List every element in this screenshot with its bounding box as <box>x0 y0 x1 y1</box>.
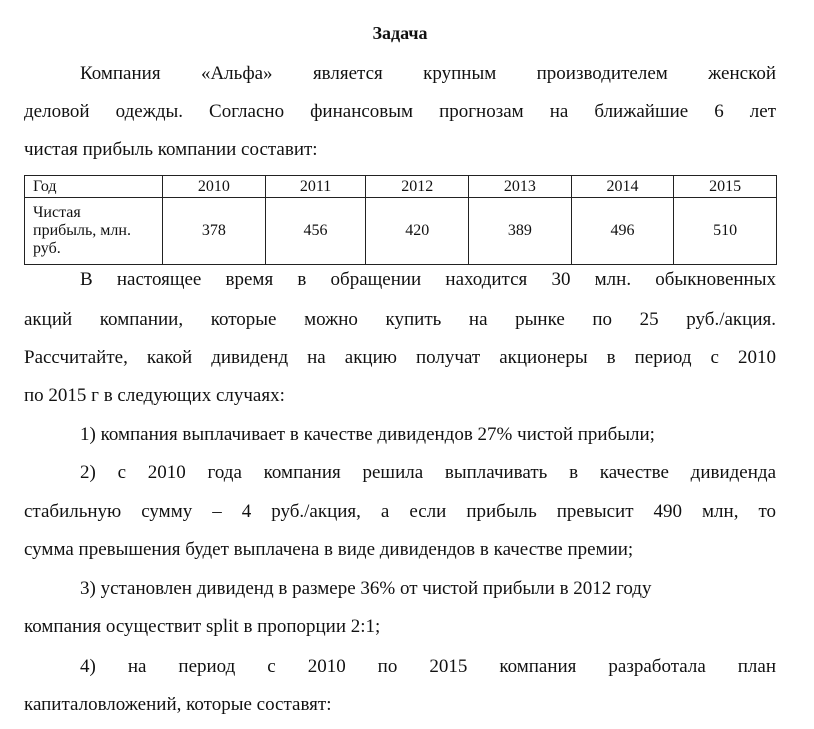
table-year-cell: 2013 <box>469 176 572 198</box>
table-year-cell: 2015 <box>674 176 777 198</box>
case2-line-1: 2) с 2010 года компания решила выплачивать в качестве дивиденда <box>80 462 776 483</box>
table-year-cell: 2011 <box>265 176 366 198</box>
table-header-row <box>25 176 777 198</box>
case4-line-2: капиталовложений, которые составят: <box>24 694 332 715</box>
case2-line-3: сумма превышения будет выплачена в виде дивидендов в качестве премии; <box>24 539 634 560</box>
row-label-line: руб. <box>33 240 61 257</box>
case4-line-1: 4) на период с 2010 по 2015 компания разработала план <box>80 656 776 677</box>
case3-line-2: компания осуществит split в пропорции 2:1; <box>24 616 381 637</box>
profit-table <box>24 175 777 265</box>
row-label-line: прибыль, млн. <box>33 222 131 239</box>
table-profit-cell: 496 <box>571 198 674 265</box>
table-year-cell: 2014 <box>571 176 674 198</box>
intro-line-3: чистая прибыль компании составит: <box>24 139 318 160</box>
row-label-line: Чистая <box>33 204 81 221</box>
table-profit-cell: 510 <box>674 198 777 265</box>
para2-line-3: Рассчитайте, какой дивиденд на акцию получат акционеры в период с 2010 <box>24 347 776 368</box>
para2-line-2: акций компании, которые можно купить на рынке по 25 руб./акция. <box>24 309 776 330</box>
table-year-cell: 2012 <box>366 176 469 198</box>
intro-line-2: деловой одежды. Согласно финансовым прогнозам на ближайшие 6 лет <box>24 101 776 122</box>
table-profit-cell: 378 <box>163 198 266 265</box>
case1-line-1: 1) компания выплачивает в качестве дивидендов 27% чистой прибыли; <box>80 424 655 445</box>
para2-line-4: по 2015 г в следующих случаях: <box>24 385 285 406</box>
table-year-cell: 2010 <box>163 176 266 198</box>
para2-line-1: В настоящее время в обращении находится 30 млн. обыкновенных <box>80 269 776 290</box>
intro-line-1: Компания «Альфа» является крупным производителем женской <box>80 63 776 84</box>
table-header-label: Год <box>25 176 163 198</box>
case3-line-1: 3) установлен дивиденд в размере 36% от чистой прибыли в 2012 году <box>80 578 652 599</box>
document-title: Задача <box>372 23 428 43</box>
table-profit-cell: 389 <box>469 198 572 265</box>
case2-line-2: стабильную сумму – 4 руб./акция, а если прибыль превысит 490 млн, то <box>24 501 776 522</box>
table-profit-row <box>25 198 777 265</box>
table-profit-cell: 420 <box>366 198 469 265</box>
table-row-label <box>25 198 163 265</box>
table-profit-cell: 456 <box>265 198 366 265</box>
